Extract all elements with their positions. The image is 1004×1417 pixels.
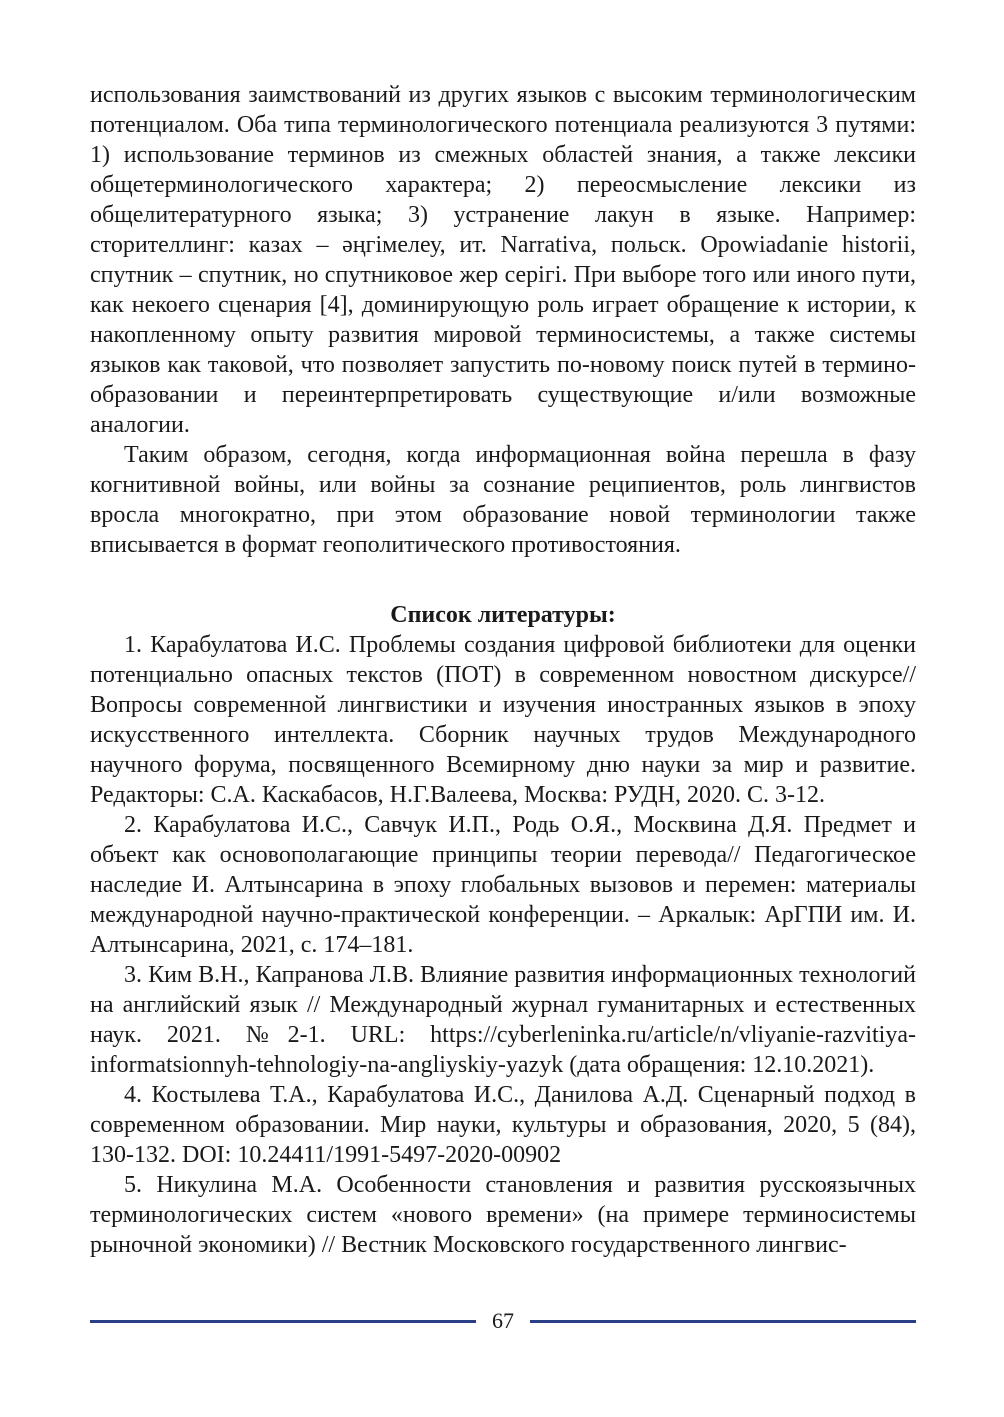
page-content: [90, 80, 916, 1260]
reference-item-1: 1. Карабулатова И.С. Проблемы создания цифровой библиотеки для оценки потенциально опасных текстов (ПОТ) в современном новостном дискурсе// Вопросы современной лингвистики и изучения иностранных языков в эпоху искусственного интеллекта. Сборник научных трудов Международного научного форума, посвященного Всемирному дню науки за мир и развитие. Редакторы: С.А. Каскабасов, Н.Г.Валеева, Москва: РУДН, 2020. С. 3-12.: [90, 632, 916, 808]
references-title: Список литературы:: [390, 602, 616, 628]
reference-list: [90, 630, 916, 1260]
reference-item-5: 5. Никулина М.А. Особенности становления и развития русскоязычных терминологических систем «нового времени» (на примере терминосистемы рыночной экономики) // Вестник Московского государственного лингвис-: [90, 1172, 916, 1258]
page-footer: [90, 1306, 916, 1336]
footer-rule-right: [530, 1320, 916, 1323]
body-paragraph-2: Таким образом, сегодня, когда информационная война перешла в фазу когнитивной войны, или войны за сознание реципиентов, роль лингвистов вросла многократно, при этом образование новой терминологии также вписывается в формат геополитического противостояния.: [90, 442, 916, 558]
page-number: 67: [492, 1308, 514, 1333]
reference-item-2: 2. Карабулатова И.С., Савчук И.П., Родь О.Я., Москвина Д.Я. Предмет и объект как основополагающие принципы теории перевода// Педагогическое наследие И. Алтынсарина в эпоху глобальных вызовов и перемен: материалы международной научно-практической конференции. – Аркалык: АрГПИ им. И. Алтынсарина, 2021, с. 174–181.: [90, 812, 916, 958]
reference-item-4: 4. Костылева Т.А., Карабулатова И.С., Данилова А.Д. Сценарный подход в современном образовании. Мир науки, культуры и образования, 2020, 5 (84), 130-132. DOI: 10.24411/1991-5497-2020-00902: [90, 1082, 916, 1168]
body-paragraph-1: использования заимствований из других языков с высоким терминологическим потенциалом. Оба типа терминологического потенциала реализуются 3 путями: 1) использование терминов из смежных областей знания, а также лексики общетерминологического характера; 2) переосмысление лексики из общелитературного языка; 3) устранение лакун в языке. Например: сторителлинг: казах – әңгімелеу, ит. Narrativa, польск. Opowiadanie historii, спутник – спутник, но спутниковое жер серігі. При выборе того или иного пути, как некоего сценария [4], доминирующую роль играет обращение к истории, к накопленному опыту развития мировой терминосистемы, а также системы языков как таковой, что позволяет запустить по-новому поиск путей в терминообразовании и переинтерпретировать существующие и/или возможные аналогии.: [90, 82, 916, 438]
reference-item-3: 3. Ким В.Н., Капранова Л.В. Влияние развития информационных технологий на английский язык // Международный журнал гуманитарных и естественных наук. 2021. №2-1. URL: https://cyberleninka.ru/article/n/vliyanie-razvitiya-informatsionnyh-tehnologiy-na-angliyskiy-yazyk (дата обращения: 12.10.2021).: [90, 962, 916, 1078]
